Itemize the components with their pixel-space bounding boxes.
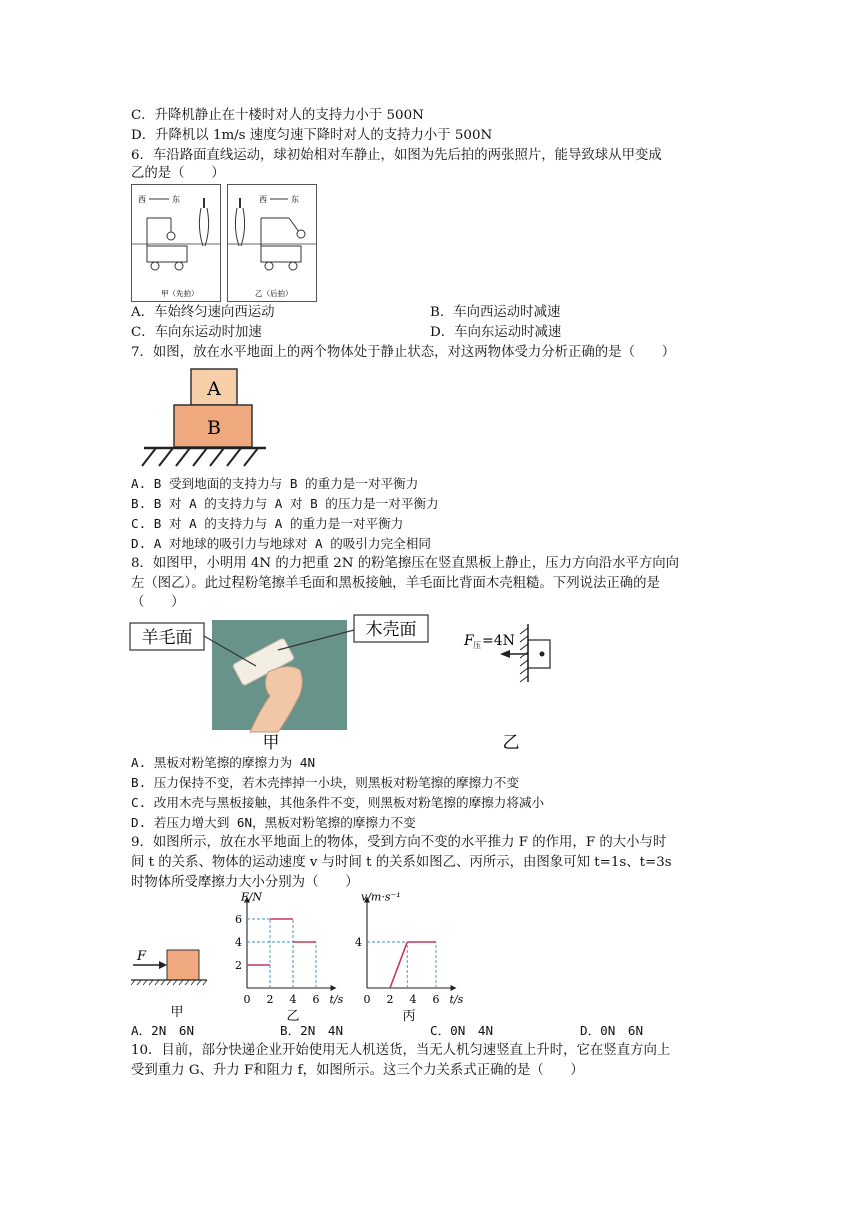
block-b-label: B [207, 417, 221, 439]
q8-option-b: B. 压力保持不变，若木壳摔掉一小块，则黑板对粉笔擦的摩擦力不变 [131, 775, 519, 790]
q9-option-d: D．0N 6N [580, 1023, 644, 1038]
q9-option-b: B．2N 4N [280, 1023, 344, 1038]
ft-x-tick-4: 4 [289, 993, 297, 1006]
q6-east-label-1: 东 [172, 195, 180, 204]
q6-panel-jia [131, 185, 221, 302]
block-a-label: A [207, 378, 221, 400]
ground-hatching [142, 448, 258, 466]
q9-force-time-chart [225, 892, 355, 1022]
q5-option-c: C．升降机静止在十楼时对人的支持力小于 500N [131, 108, 424, 123]
q9-stem-line3: 时物体所受摩擦力大小分别为（ ） [131, 875, 359, 890]
q9-caption-yi: 乙 [286, 1009, 300, 1022]
q6-west-label-1: 西 [138, 195, 146, 204]
q7-option-b: B. B 对 A 的支持力与 A 对 B 的压力是一对平衡力 [131, 496, 439, 511]
q6-west-label-2: 西 [259, 195, 267, 204]
q6-option-b: B．车向西运动时减速 [430, 305, 561, 320]
ft-y-label: F/N [241, 892, 262, 904]
q7-stem: 7．如图，放在水平地面上的两个物体处于静止状态，对这两物体受力分析正确的是（ ） [131, 345, 676, 360]
q8-stem-line2: 左（图乙）。此过程粉笔擦羊毛面和黑板接触，羊毛面比背面木壳粗糙。下列说法正确的是 [131, 576, 660, 591]
q6-caption-jia: 甲（先拍） [161, 289, 199, 298]
vt-y-label: v/m·s⁻¹ [361, 892, 401, 904]
vt-x-tick-0: 0 [363, 993, 371, 1006]
q7-option-d: D. A 对地球的吸引力与地球对 A 的吸引力完全相同 [131, 536, 431, 551]
q9-velocity-time-chart [345, 892, 475, 1022]
q6-east-label-2: 东 [291, 195, 299, 204]
q8-option-c: C. 改用木壳与黑板接触，其他条件不变，则黑板对粉笔擦的摩擦力将减小 [131, 795, 545, 810]
vt-y-tick-4: 4 [355, 936, 362, 949]
force-value: =4N [482, 633, 515, 649]
q8-stem-line1: 8．如图甲，小明用 4N 的力把重 2N 的粉笔擦压在竖直黑板上静止，压力方向沿水平方向向 [131, 556, 680, 571]
ft-x-arrow [331, 985, 337, 991]
vt-x-tick-4: 4 [409, 993, 417, 1006]
ft-x-label: t/s [329, 993, 344, 1006]
force-subscript: 压 [473, 641, 481, 650]
q6-option-d: D．车向东运动时减速 [430, 325, 562, 340]
q6-stem-line2: 乙的是（ ） [131, 166, 225, 181]
q9-option-c: C．0N 4N [430, 1023, 494, 1038]
ft-x-tick-0: 0 [243, 993, 251, 1006]
vt-x-tick-2: 2 [386, 993, 394, 1006]
q9-stem-line1: 9．如图所示，放在水平地面上的物体，受到方向不变的水平推力 F 的作用，F 的大小与时 [131, 835, 667, 850]
q8-option-a: A. 黑板对粉笔擦的摩擦力为 4N [131, 755, 316, 770]
wool-side-label: 羊毛面 [141, 628, 193, 648]
q8-option-d: D. 若压力增大到 6N，黑板对粉笔擦的摩擦力不变 [131, 815, 416, 830]
q8-stem-line3: （ ） [131, 595, 185, 610]
vt-segment-1 [390, 942, 407, 988]
ft-y-tick-4: 4 [235, 936, 242, 949]
ft-y-tick-2: 2 [235, 959, 242, 972]
ft-x-tick-2: 2 [266, 993, 274, 1006]
q9-ground-hatching [131, 980, 207, 985]
q5-option-d: D．升降机以 1m/s 速度匀速下降时对人的支持力小于 500N [131, 128, 493, 143]
q6-stem-line1: 6．车沿路面直线运动，球初始相对车静止，如图为先后拍的两张照片，能导致球从甲变成 [131, 148, 662, 163]
q9-force-label: F [137, 949, 147, 964]
q10-stem-line1: 10．目前，部分快递企业开始使用无人机送货，当无人机匀速竖直上升时，它在竖直方向上 [131, 1043, 671, 1058]
force-symbol: F [464, 633, 474, 649]
vt-x-arrow [451, 985, 457, 991]
q9-block-figure [131, 940, 211, 1020]
q9-caption-bing: 丙 [402, 1009, 416, 1022]
q9-block [167, 950, 199, 980]
q7-option-c: C. B 对 A 的支持力与 A 的重力是一对平衡力 [131, 516, 404, 531]
q8-caption-jia: 甲 [262, 733, 280, 753]
q6-option-c: C．车向东运动时加速 [131, 325, 262, 340]
q8-caption-yi: 乙 [502, 733, 520, 753]
q8-eraser-figure [128, 610, 558, 754]
q6-option-a: A．车始终匀速向西运动 [131, 305, 275, 320]
q9-option-a: A．2N 6N [131, 1023, 195, 1038]
wood-side-label: 木壳面 [365, 620, 417, 640]
q6-panel-yi [227, 185, 317, 302]
ft-x-tick-6: 6 [312, 993, 320, 1006]
wall-hatching [520, 628, 528, 682]
ft-y-tick-6: 6 [235, 913, 242, 926]
q6-car-figure [131, 184, 321, 302]
q9-caption-jia: 甲 [170, 1005, 184, 1020]
eraser-block [528, 640, 550, 668]
q7-blocks-figure [138, 366, 268, 474]
q6-caption-yi: 乙（后拍） [255, 289, 293, 298]
q7-option-a: A. B 受到地面的支持力与 B 的重力是一对平衡力 [131, 476, 419, 491]
q10-stem-line2: 受到重力 G、升力 F和阻力 f，如图所示。这三个力关系式正确的是（ ） [131, 1063, 584, 1078]
vt-x-tick-6: 6 [432, 993, 440, 1006]
vt-x-label: t/s [449, 993, 464, 1006]
q9-stem-line2: 间 t 的关系、物体的运动速度 v 与时间 t 的关系如图乙、丙所示，由图象可知 t=1s、t=3s [131, 855, 672, 870]
